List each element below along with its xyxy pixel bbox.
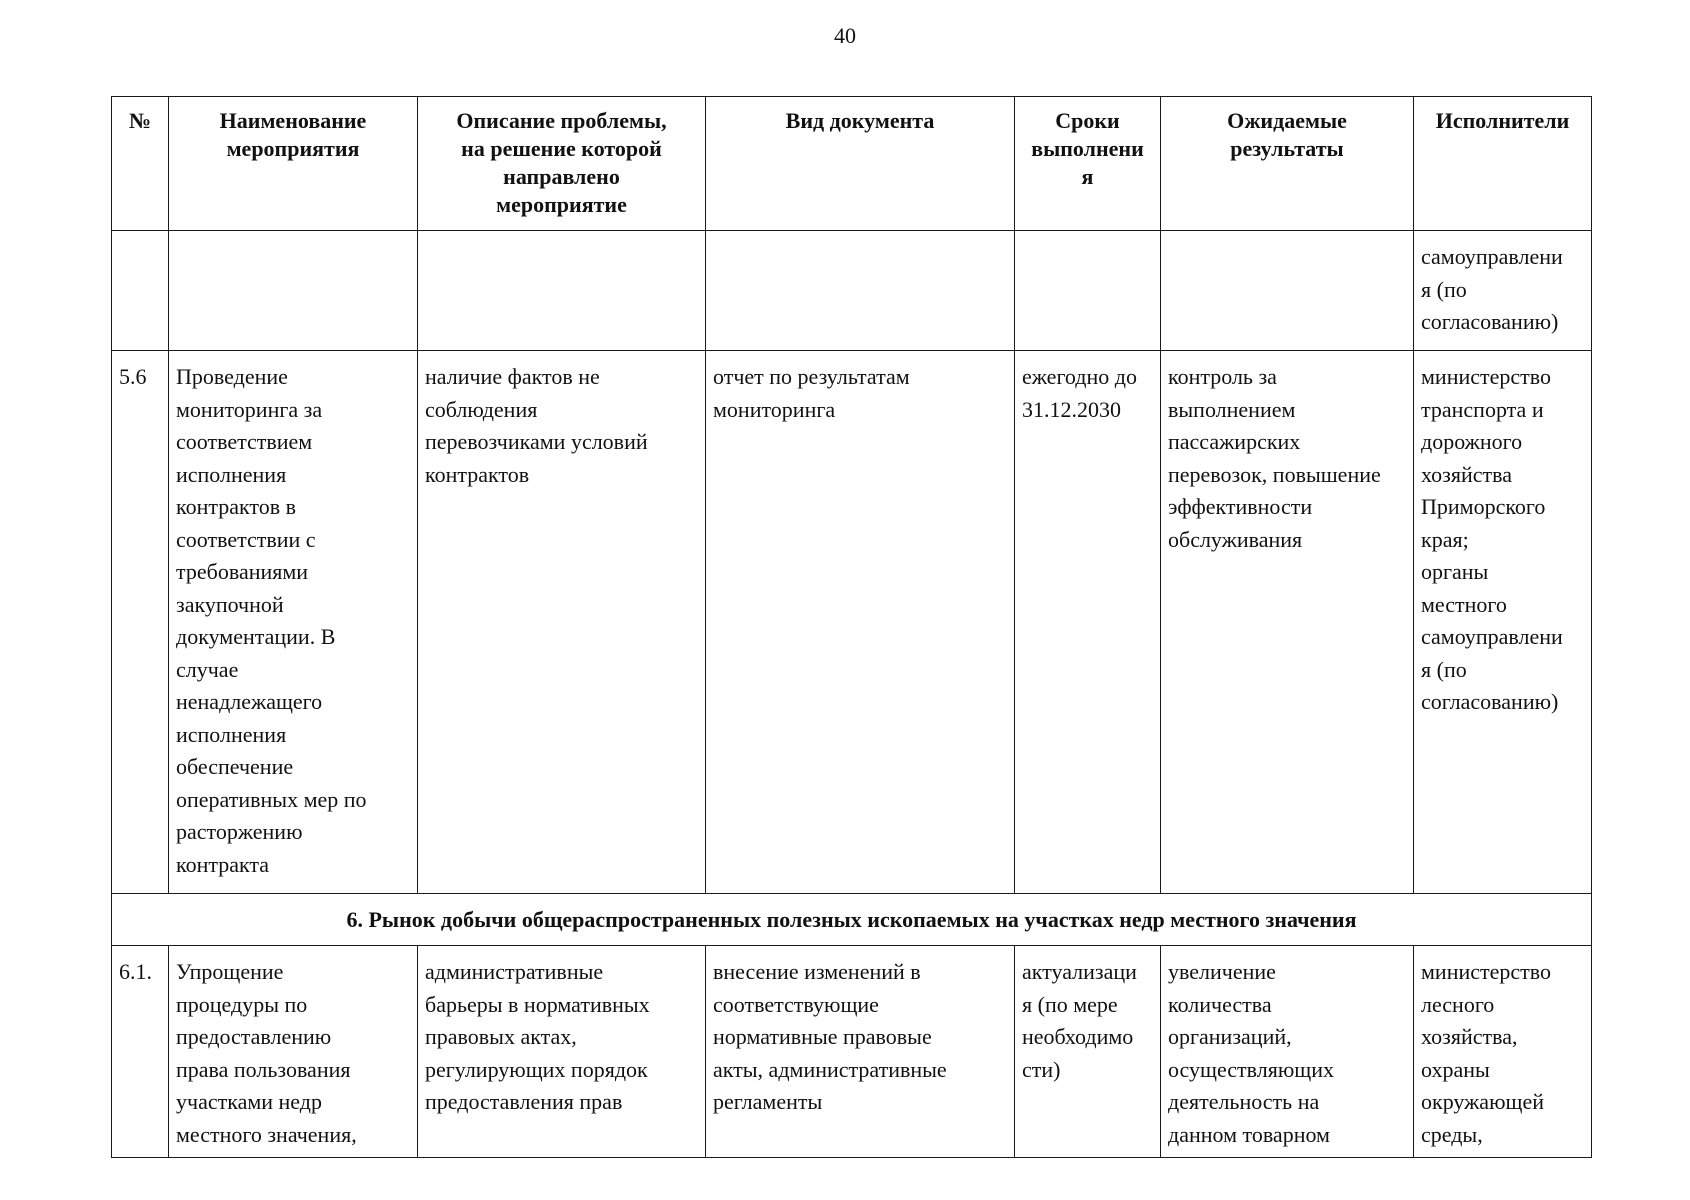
- text-line: права пользования: [176, 1056, 351, 1082]
- text-line: расторжению: [176, 819, 303, 844]
- text-line: Сроки: [1055, 108, 1120, 133]
- text-line: Вид документа: [785, 108, 935, 133]
- text-line: Описание проблемы,: [456, 108, 667, 133]
- text-line: сти): [1022, 1056, 1061, 1082]
- text-line: выполнени: [1031, 136, 1144, 161]
- text-line: №: [128, 108, 152, 133]
- text-line: соответствующие: [713, 991, 879, 1017]
- header-executors: [1414, 97, 1592, 231]
- cell-deadline: [1015, 351, 1161, 894]
- header-results: [1161, 97, 1414, 231]
- cell-deadline: [1015, 231, 1161, 351]
- text-line: Наименование: [219, 108, 367, 133]
- text-line: перевозок, повышение: [1168, 461, 1381, 487]
- text-line: деятельность на: [1168, 1089, 1320, 1114]
- text-line: закупочной: [176, 591, 284, 617]
- text-line: лесного: [1421, 991, 1495, 1017]
- text-line: самоуправлени: [1421, 624, 1563, 649]
- text-line: я (по мере: [1022, 991, 1118, 1017]
- text-line: местного значения,: [176, 1121, 357, 1147]
- text-line: наличие фактов не: [425, 364, 600, 389]
- cell-executors: [1414, 231, 1592, 351]
- text-line: контрактов в: [176, 494, 296, 519]
- text-line: количества: [1168, 991, 1272, 1017]
- text-line: исполнения: [176, 461, 287, 487]
- text-line: мониторинга: [713, 396, 836, 422]
- text-line: контроль за: [1168, 364, 1277, 389]
- text-line: выполнением: [1168, 396, 1296, 422]
- text-line: окружающей: [1421, 1089, 1544, 1114]
- text-line: министерство: [1421, 959, 1552, 984]
- text-line: органы: [1421, 559, 1489, 584]
- text-line: исполнения: [176, 721, 287, 747]
- text-line: Проведение: [176, 364, 288, 389]
- cell-name: [169, 351, 418, 894]
- cell-problem: [418, 351, 706, 894]
- header-deadline: [1015, 97, 1161, 231]
- text-line: направлено: [503, 164, 620, 189]
- cell-name: [169, 946, 418, 1158]
- table-row: [112, 351, 1592, 894]
- text-line: документации. В: [176, 624, 336, 649]
- text-line: внесение изменений в: [713, 959, 921, 984]
- table-row: [112, 946, 1592, 1158]
- text-line: согласованию): [1421, 309, 1559, 334]
- cell-name: [169, 231, 418, 351]
- text-line: контракта: [176, 851, 270, 877]
- cell-number: [112, 231, 169, 351]
- cell-results: [1161, 351, 1414, 894]
- text-line: случае: [176, 656, 239, 682]
- text-line: обеспечение: [176, 754, 294, 779]
- text-line: правовых актах,: [425, 1024, 577, 1049]
- text-line: 31.12.2030: [1022, 396, 1121, 422]
- text-line: регламенты: [713, 1089, 823, 1114]
- cell-document: [706, 231, 1015, 351]
- action-plan-table: [111, 96, 1592, 1158]
- text-line: пассажирских: [1168, 429, 1301, 454]
- text-line: осуществляющих: [1168, 1056, 1334, 1082]
- table-header-row: [112, 97, 1592, 231]
- header-document: [706, 97, 1015, 231]
- text-line: акты, административные: [713, 1056, 947, 1082]
- text-line: Ожидаемые: [1227, 108, 1347, 133]
- text-line: края;: [1421, 526, 1469, 552]
- text-line: результаты: [1230, 136, 1344, 161]
- text-line: я: [1081, 164, 1094, 189]
- text-line: данном товарном: [1168, 1121, 1330, 1147]
- text-line: ежегодно до: [1022, 364, 1137, 389]
- text-line: согласованию): [1421, 689, 1559, 714]
- cell-number: 5.6: [112, 351, 169, 894]
- text-line: мониторинга за: [176, 396, 323, 422]
- text-line: предоставления прав: [425, 1089, 623, 1114]
- text-line: барьеры в нормативных: [425, 991, 650, 1017]
- text-line: отчет по результатам: [713, 364, 910, 389]
- text-line: министерство: [1421, 364, 1552, 389]
- cell-document: [706, 946, 1015, 1158]
- text-line: актуализаци: [1022, 959, 1137, 984]
- header-name: [169, 97, 418, 231]
- text-line: перевозчиками условий: [425, 429, 648, 454]
- cell-results: [1161, 946, 1414, 1158]
- text-line: хозяйства: [1421, 461, 1512, 487]
- text-line: самоуправлени: [1421, 244, 1563, 269]
- text-line: эффективности: [1168, 494, 1313, 519]
- text-line: хозяйства,: [1421, 1024, 1518, 1049]
- text-line: Упрощение: [176, 959, 284, 984]
- text-line: требованиями: [176, 559, 309, 584]
- text-line: организаций,: [1168, 1024, 1292, 1049]
- header-problem: [418, 97, 706, 231]
- cell-problem: [418, 946, 706, 1158]
- text-line: Исполнители: [1435, 108, 1570, 133]
- text-line: соблюдения: [425, 396, 538, 422]
- text-line: обслуживания: [1168, 526, 1303, 552]
- text-line: административные: [425, 959, 604, 984]
- text-line: ненадлежащего: [176, 689, 323, 714]
- text-line: охраны: [1421, 1056, 1490, 1082]
- cell-executors: [1414, 946, 1592, 1158]
- text-line: увеличение: [1168, 959, 1276, 984]
- cell-results: [1161, 231, 1414, 351]
- cell-executors: [1414, 351, 1592, 894]
- text-line: я (по: [1421, 276, 1467, 302]
- text-line: регулирующих порядок: [425, 1056, 648, 1082]
- text-line: дорожного: [1421, 429, 1523, 454]
- text-line: соответствием: [176, 429, 313, 454]
- text-line: предоставлению: [176, 1024, 332, 1049]
- text-line: участками недр: [176, 1089, 322, 1114]
- text-line: мероприятие: [496, 192, 627, 217]
- cell-problem: [418, 231, 706, 351]
- text-line: на решение которой: [461, 136, 662, 161]
- text-line: местного: [1421, 591, 1507, 617]
- cell-document: [706, 351, 1015, 894]
- text-line: среды,: [1421, 1121, 1483, 1147]
- table-row: [112, 231, 1592, 351]
- cell-number: 6.1.: [112, 946, 169, 1158]
- text-line: я (по: [1421, 656, 1467, 682]
- section-heading-row: [112, 894, 1592, 946]
- text-line: контрактов: [425, 461, 530, 487]
- text-line: оперативных мер по: [176, 786, 367, 812]
- text-line: Приморского: [1421, 494, 1546, 519]
- text-line: процедуры по: [176, 991, 308, 1017]
- text-line: транспорта и: [1421, 396, 1544, 422]
- text-line: необходимо: [1022, 1024, 1134, 1049]
- header-number: [112, 97, 169, 231]
- text-line: соответствии с: [176, 526, 316, 552]
- cell-deadline: [1015, 946, 1161, 1158]
- section-title: 6. Рынок добычи общераспространенных полезных ископаемых на участках недр местного значения: [112, 894, 1592, 946]
- page-number: 40: [834, 23, 856, 48]
- text-line: мероприятия: [226, 136, 360, 161]
- text-line: нормативные правовые: [713, 1024, 932, 1049]
